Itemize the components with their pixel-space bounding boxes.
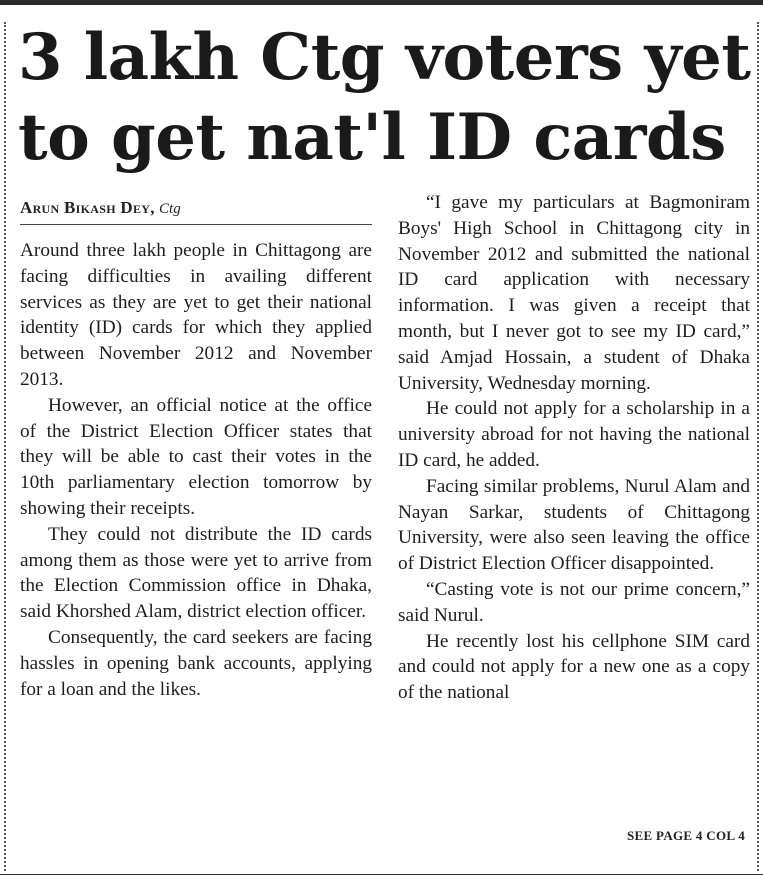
- paragraph: He recently lost his cellphone SIM card and could not apply for a new one as a copy of the national: [398, 630, 750, 704]
- byline: [20, 198, 372, 225]
- paragraph: They could not distribute the ID cards among them as those were yet to arrive from the Election Commission office in Dhaka, said Khorshed Alam, district election officer.: [20, 523, 372, 623]
- paragraph: However, an official notice at the office of the District Election Officer states that they will be able to cast their votes in the 10th parliamentary election tomorrow by showing their receipts.: [20, 394, 372, 519]
- bottom-rule: [0, 874, 763, 875]
- left-column: [20, 238, 372, 702]
- left-dotted-border: [4, 22, 6, 871]
- paragraph: Facing similar problems, Nurul Alam and Nayan Sarkar, students of Chittagong University, were also seen leaving the office of District Election Officer disappointed.: [398, 475, 750, 575]
- paragraph: “Casting vote is not our prime concern,” said Nurul.: [398, 578, 750, 626]
- top-rule: [0, 0, 763, 5]
- byline-place: Ctg: [159, 201, 181, 217]
- paragraph: Around three lakh people in Chittagong are facing difficulties in availing different services as they are yet to get their national identity (ID) cards for which they applied between November 2012 and November 2013.: [20, 240, 372, 390]
- paragraph: He could not apply for a scholarship in a university abroad for not having the national ID card, he added.: [398, 398, 750, 471]
- article-headline: 3 lakh Ctg voters yet to get nat'l ID cards: [18, 20, 751, 175]
- right-column: [398, 190, 750, 706]
- paragraph: “I gave my particulars at Bagmoniram Boys' High School in Chittagong city in November 2012 and submitted the national ID card application with necessary information. I was given a receipt that month, but I never got to see my ID card,” said Amjad Hossain, a student of Dhaka University, Wednesday morning.: [398, 192, 750, 394]
- byline-author: Arun Bikash Dey,: [20, 198, 155, 217]
- paragraph: Consequently, the card seekers are facing hassles in opening bank accounts, applying for a loan and the likes.: [20, 626, 372, 700]
- continuation-note: SEE PAGE 4 COL 4: [627, 828, 745, 843]
